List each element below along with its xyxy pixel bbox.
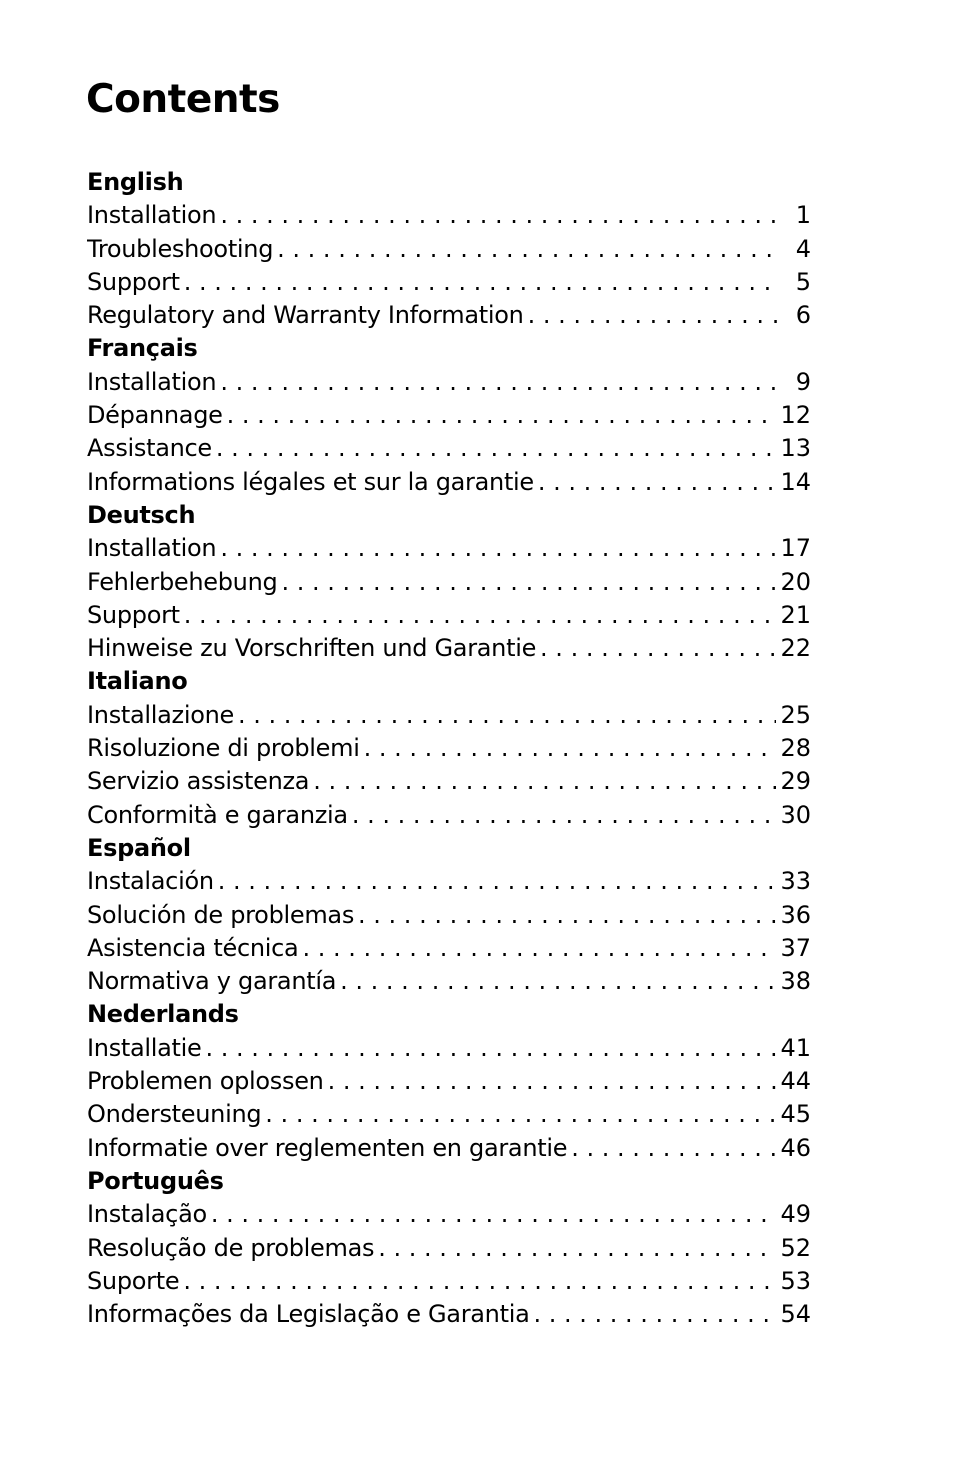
dot-leader [179,1265,776,1298]
toc-entry[interactable] [87,266,811,299]
dot-leader [567,1132,776,1165]
toc-entry[interactable] [87,1265,811,1298]
toc-page-number: 33 [780,867,811,896]
dot-leader [324,1065,777,1098]
toc-page-number: 22 [780,634,811,663]
toc-entry-label: Hinweise zu Vorschriften und Garantie [87,634,537,663]
toc-section [87,499,811,665]
toc-entry[interactable] [87,765,811,798]
toc-section-title: Español [87,833,191,862]
dot-leader [298,932,776,965]
toc-page-number: 28 [780,734,811,763]
toc-entry-label: Problemen oplossen [87,1067,324,1096]
toc-page-number: 9 [795,367,811,396]
toc-entry-label: Installatie [87,1033,202,1062]
toc-entry[interactable] [87,1065,811,1098]
dot-leader [180,266,777,299]
dot-leader [277,566,776,599]
dot-leader [354,899,776,932]
toc-entry-label: Installazione [87,700,234,729]
toc-entry-label: Support [87,267,180,296]
dot-leader [216,199,777,232]
toc-entry-label: Suporte [87,1266,180,1295]
dot-leader [273,233,777,266]
toc-page-number: 37 [780,933,811,962]
toc-entry-label: Informations légales et sur la garantie [87,467,534,496]
toc-entry[interactable] [87,1032,811,1065]
toc-page-number: 41 [780,1033,811,1062]
toc-page-number: 53 [780,1266,811,1295]
dot-leader [207,1198,777,1231]
dot-leader [202,1032,777,1065]
toc-section-title: English [87,168,184,196]
toc-section [87,998,811,1164]
toc-page-number: 52 [780,1233,811,1262]
toc-entry-label: Resolução de problemas [87,1233,375,1262]
dot-leader [234,699,776,732]
toc-entry-label: Support [87,600,180,629]
dot-leader [223,399,777,432]
toc-entry-label: Risoluzione di problemi [87,734,360,763]
toc-entry-label: Informatie over reglementen en garantie [87,1133,568,1162]
toc-page-number: 5 [795,267,811,296]
toc-page-number: 20 [780,567,811,596]
toc-page-number: 46 [780,1133,811,1162]
toc-page-number: 6 [795,301,811,330]
toc-entry[interactable] [87,732,811,765]
dot-leader [336,965,776,998]
table-of-contents [87,166,811,1331]
dot-leader [534,466,777,499]
toc-section-title: Português [87,1166,224,1195]
toc-entry[interactable] [87,799,811,832]
toc-section [87,665,811,831]
toc-section [87,332,811,498]
dot-leader [180,599,777,632]
toc-entry-label: Instalação [87,1200,207,1229]
toc-entry[interactable] [87,466,811,499]
toc-entry[interactable] [87,599,811,632]
toc-page-number: 12 [780,401,811,430]
toc-entry[interactable] [87,299,811,332]
dot-leader [360,732,777,765]
toc-entry-label: Installation [87,367,217,396]
toc-entry-label: Assistance [87,434,212,463]
toc-entry[interactable] [87,965,811,998]
toc-entry-label: Solución de problemas [87,900,355,929]
toc-entry-label: Troubleshooting [87,234,274,263]
toc-section [87,166,811,332]
toc-entry[interactable] [87,1132,811,1165]
dot-leader [261,1098,776,1131]
toc-entry-label: Fehlerbehebung [87,567,278,596]
dot-leader [374,1232,776,1265]
toc-page-number: 38 [780,967,811,996]
toc-entry-label: Servizio assistenza [87,767,310,796]
toc-page-number: 44 [780,1067,811,1096]
toc-entry[interactable] [87,366,811,399]
toc-page-number: 1 [795,201,811,230]
page-title: Contents [86,77,280,122]
dot-leader [524,299,777,332]
toc-section-title: Italiano [87,667,188,696]
toc-page-number: 13 [780,434,811,463]
toc-page-number: 17 [780,534,811,563]
toc-entry[interactable] [87,1098,811,1131]
toc-page-number: 49 [780,1200,811,1229]
dot-leader [309,765,776,798]
toc-page-number: 29 [780,767,811,796]
dot-leader [348,799,777,832]
toc-entry[interactable] [87,233,811,266]
toc-entry[interactable] [87,632,811,665]
dot-leader [536,632,776,665]
toc-entry[interactable] [87,566,811,599]
toc-entry[interactable] [87,699,811,732]
toc-section-title: Français [87,334,198,363]
toc-entry[interactable] [87,899,811,932]
toc-entry-label: Informações da Legislação e Garantia [87,1300,530,1329]
toc-entry-label: Normativa y garantía [87,967,337,996]
toc-entry[interactable] [87,532,811,565]
toc-page-number: 21 [780,600,811,629]
toc-entry[interactable] [87,865,811,898]
toc-page-number: 54 [780,1300,811,1329]
toc-page-number: 36 [780,900,811,929]
toc-entry-label: Regulatory and Warranty Information [87,301,524,330]
dot-leader [214,865,777,898]
toc-entry-label: Installation [87,534,217,563]
dot-leader [212,432,777,465]
toc-entry[interactable] [87,399,811,432]
toc-section-title: Nederlands [87,1000,239,1029]
toc-entry-label: Ondersteuning [87,1100,262,1129]
toc-entry[interactable] [87,1298,811,1331]
dot-leader [216,532,776,565]
toc-entry[interactable] [87,1232,811,1265]
toc-section [87,832,811,998]
toc-entry-label: Conformità e garanzia [87,800,348,829]
toc-page-number: 14 [780,467,811,496]
toc-page-number: 30 [780,800,811,829]
toc-entry-label: Instalación [87,867,214,896]
dot-leader [216,366,777,399]
toc-entry[interactable] [87,1198,811,1231]
toc-section-title: Deutsch [87,500,196,529]
toc-page-number: 25 [780,700,811,729]
toc-entry-label: Asistencia técnica [87,933,299,962]
toc-entry[interactable] [87,932,811,965]
toc-entry-label: Dépannage [87,401,223,430]
toc-section [87,1165,811,1331]
dot-leader [529,1298,776,1331]
toc-page-number: 4 [795,234,811,263]
toc-page-number: 45 [780,1100,811,1129]
toc-entry-label: Installation [87,201,217,230]
toc-entry[interactable] [87,199,811,232]
toc-entry[interactable] [87,432,811,465]
